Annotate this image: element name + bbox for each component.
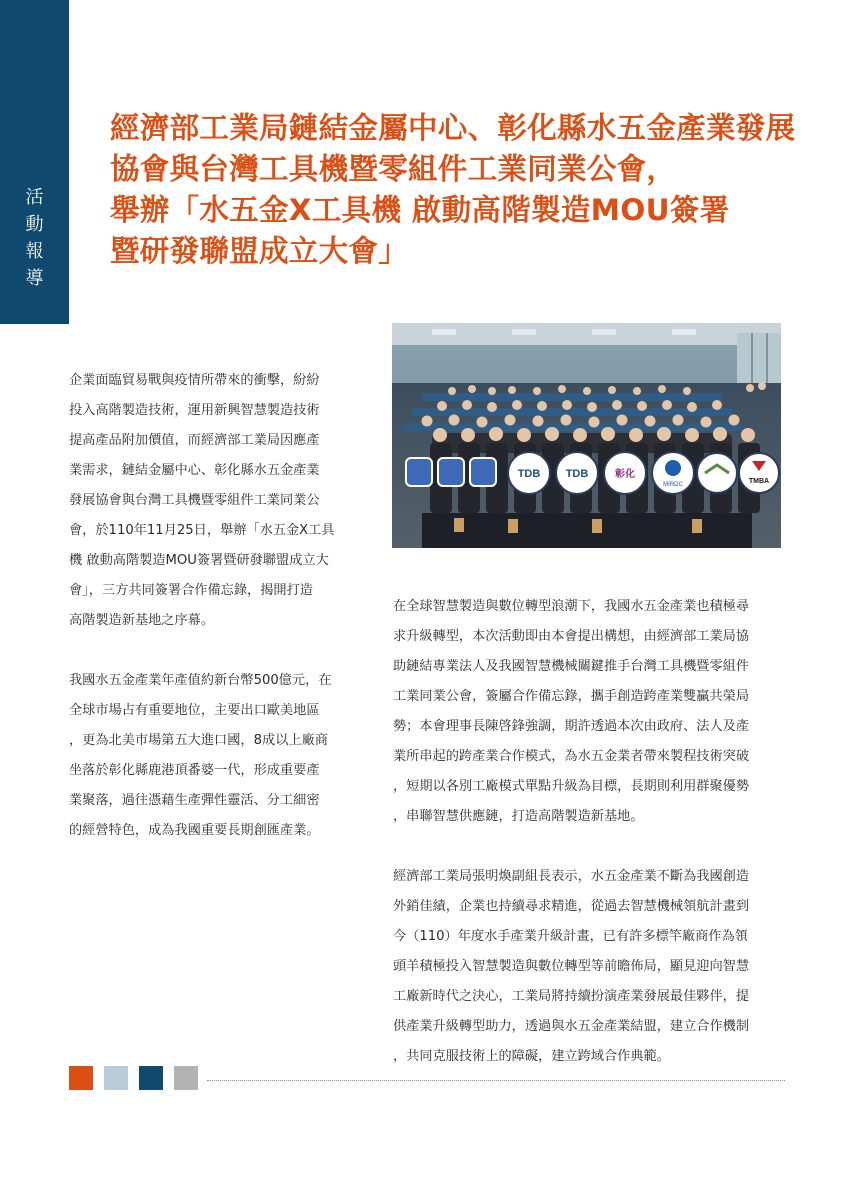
text-line: 高階製造新基地之序幕。 xyxy=(69,613,215,628)
text-line: 業聚落，過往憑藉生產彈性靈活、分工細密 xyxy=(69,793,320,808)
text-line: 提高產品附加價值，而經濟部工業局因應產 xyxy=(69,433,320,448)
text-line: 外銷佳績，企業也持續尋求精進，從過去智慧機械領航計畫到 xyxy=(393,899,750,914)
left-column xyxy=(69,366,352,846)
section-char: 導 xyxy=(25,268,44,289)
text-line: 求升級轉型，本次活動即由本會提出構想，由經濟部工業局協 xyxy=(393,629,750,644)
text-line: 業所串起的跨產業合作模式，為水五金業者帶來製程技術突破 xyxy=(393,749,750,764)
text-line: 發展協會與台灣工具機暨零組件工業同業公 xyxy=(69,493,320,508)
title-line: 舉辦「水五金X工具機 啟動高階製造MOU簽署 xyxy=(110,193,730,227)
section-char: 活 xyxy=(25,187,44,208)
text-line: 全球市場占有重要地位，主要出口歐美地區 xyxy=(69,703,320,718)
paragraph xyxy=(69,366,352,636)
title-line: 經濟部工業局鏈結金屬中心、彰化縣水五金產業發展 xyxy=(110,111,796,145)
footer-decoration xyxy=(69,1066,198,1090)
sign-text: 彰化 xyxy=(615,469,635,480)
text-line: 業需求，鏈結金屬中心、彰化縣水五金產業 xyxy=(69,463,320,478)
text-line: 供產業升級轉型助力，透過與水五金產業結盟，建立合作機制 xyxy=(393,1019,750,1034)
text-line: 今（110）年度水手產業升級計畫，已有許多標竿廠商作為領 xyxy=(393,929,748,944)
text-line: ，共同克服技術上的障礙，建立跨域合作典範。 xyxy=(393,1049,670,1064)
sign-text: TDB xyxy=(565,468,589,480)
paragraph xyxy=(393,592,784,832)
sign-text: TMBA xyxy=(748,478,770,485)
footer-square-gray xyxy=(174,1066,198,1090)
text-line: 工業同業公會，簽屬合作備忘錄，攜手創造跨產業雙贏共榮局 xyxy=(393,689,750,704)
sign-text: MIRDC xyxy=(663,482,683,488)
footer-dotted-rule xyxy=(207,1080,785,1081)
text-line: 的經營特色，成為我國重要長期創匯產業。 xyxy=(69,823,320,838)
text-line: ，短期以各別工廠模式單點升級為目標，長期則利用群聚優勢 xyxy=(393,779,750,794)
paragraph xyxy=(69,666,352,846)
event-group-photo xyxy=(392,323,781,548)
text-line: ，串聯智慧供應鏈，打造高階製造新基地。 xyxy=(393,809,644,824)
text-line: 工廠新時代之決心，工業局將持續扮演產業發展最佳夥伴，提 xyxy=(393,989,750,1004)
article-title xyxy=(110,108,810,272)
text-line: 企業面臨貿易戰與疫情所帶來的衝擊，紛紛 xyxy=(69,373,320,388)
title-line: 協會與台灣工具機暨零組件工業同業公會， xyxy=(110,152,677,186)
text-line: 經濟部工業局張明煥副組長表示，水五金產業不斷為我國創造 xyxy=(393,869,750,884)
text-line: 坐落於彰化縣鹿港頂番婆一代，形成重要產 xyxy=(69,763,320,778)
text-line: 勢；本會理事長陳啓鋒強調，期許透過本次由政府、法人及產 xyxy=(393,719,750,734)
footer-square-navy xyxy=(139,1066,163,1090)
text-line: 在全球智慧製造與數位轉型浪潮下，我國水五金產業也積極尋 xyxy=(393,599,750,614)
text-line: 助鏈結專業法人及我國智慧機械關鍵推手台灣工具機暨零組件 xyxy=(393,659,750,674)
text-line: 投入高階製造技術，運用新興智慧製造技術 xyxy=(69,403,320,418)
section-char: 動 xyxy=(25,214,44,235)
text-line: 我國水五金產業年產值約新台幣500億元，在 xyxy=(69,673,332,688)
footer-square-light-blue xyxy=(104,1066,128,1090)
text-line: 機 啟動高階製造MOU簽署暨研發聯盟成立大 xyxy=(69,553,329,568)
paragraph xyxy=(393,862,784,1072)
text-line: ，更為北美市場第五大進口國，8成以上廠商 xyxy=(69,733,328,748)
text-line: 會」，三方共同簽署合作備忘錄，揭開打造 xyxy=(69,583,313,598)
sign-text: TDB xyxy=(517,468,541,480)
footer-square-orange xyxy=(69,1066,93,1090)
title-line: 暨研發聯盟成立大會」 xyxy=(110,234,409,268)
right-column xyxy=(393,592,784,1072)
section-char: 報 xyxy=(25,241,44,262)
section-label xyxy=(0,184,69,292)
text-line: 會，於110年11月25日，舉辦「水五金X工具 xyxy=(69,523,335,538)
text-line: 頭羊積極投入智慧製造與數位轉型等前瞻佈局，顯見迎向智慧 xyxy=(393,959,750,974)
